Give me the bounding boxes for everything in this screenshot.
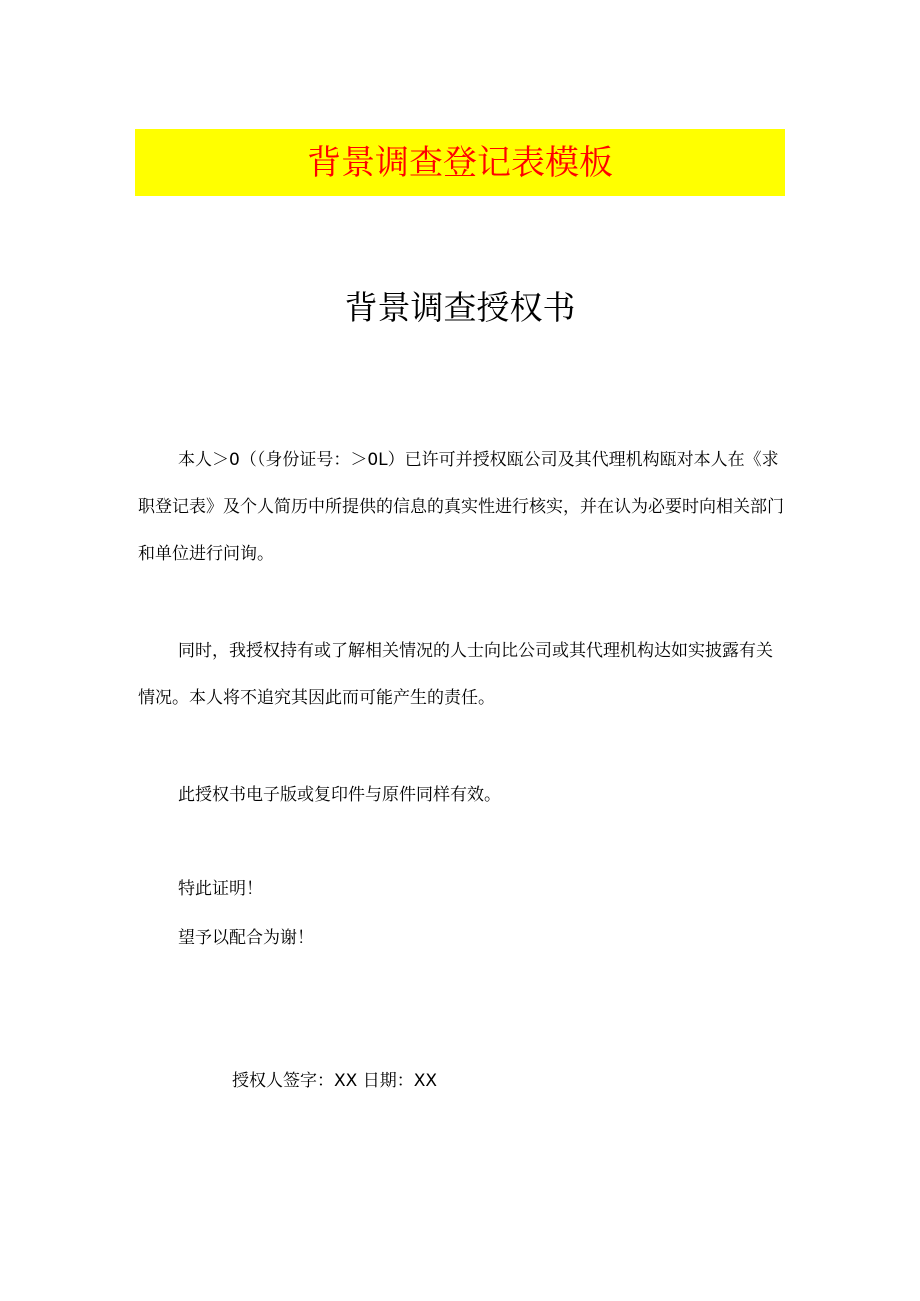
disclosure-paragraph: 同时，我授权持有或了解相关情况的人士向比公司或其代理机构达如实披露有关情况。本人将不追究其因此而可能产生的责任。 — [138, 641, 773, 708]
document-title: 背景调查授权书 — [344, 288, 576, 327]
closing-thanks: 望予以配合为谢！ — [178, 928, 314, 948]
banner-title: 背景调查登记表模板 — [307, 142, 613, 183]
validity-statement: 此授权书电子版或复印件与原件同样有效。 — [178, 785, 501, 805]
closing-certify: 特此证明！ — [178, 879, 263, 899]
template-banner — [135, 129, 785, 196]
authorization-paragraph: 本人＞0（（身份证号：＞0L）已许可并授权瓯公司及其代理机构瓯对本人在《求职登记表》及个人简历中所提供的信息的真实性进行核实，并在认为必要时向相关部门和单位进行问询。 — [138, 450, 784, 564]
signature-date-line: 授权人签字：XX 日期：XX — [232, 1071, 437, 1091]
